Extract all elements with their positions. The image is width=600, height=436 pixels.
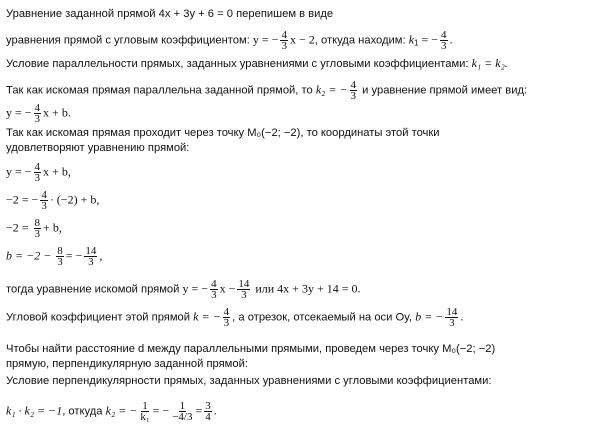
text-line-3: Условие параллельности прямых, заданных уравнениями с угловыми коэффициентами: <box>6 58 472 70</box>
fraction-k1: $\frac{4}{3}$ <box>441 29 447 52</box>
text-line-6: Так как искомая прямая проходит через точку M₀(−2; −2), то координаты этой точки <box>6 127 440 139</box>
fraction-line-5: $\frac{4}{3}$ <box>34 102 41 125</box>
line-5: y = − $\frac{4}{3}$ x + b. <box>6 102 71 125</box>
line-4 <box>6 80 527 101</box>
text-line-15: прямую, перпендикулярную заданной прямой: <box>6 358 248 370</box>
line-8: y = − $\frac{4}{3}$ x + b, <box>6 161 71 184</box>
fraction-line-13a: $\frac{4}{3}$ <box>223 306 230 329</box>
text-line-2a: уравнения прямой с угловым коэффициентом: <box>6 34 253 47</box>
fraction-line-9: $\frac{4}{3}$ <box>41 189 47 212</box>
line-2: уравнения прямой с угловым коэффициентом: y = − $\frac{4}{3}$ x − 2, откуда находим: $k_1$ = − $\frac{4}{3}$ . <box>6 29 453 52</box>
line-10: −2 = $\frac{8}{3}$ + b, <box>6 217 62 240</box>
equation-y-lhs: y = − <box>252 32 279 47</box>
text-line-7: удовлетворяют уравнению прямой: <box>6 142 190 154</box>
fraction-line-12a: $\frac{4}{3}$ <box>211 278 217 301</box>
fraction-line-13b: $\frac{14}{3}$ <box>446 306 458 329</box>
text-line-12a: тогда уравнение искомой прямой <box>6 283 183 296</box>
fraction-line-17b: $\frac{1}{-4/3}$ <box>172 400 193 423</box>
line-7 <box>6 142 189 155</box>
equation-y-rhs: x − 2 <box>289 32 315 47</box>
line-6 <box>6 127 440 140</box>
fraction-k2: $\frac{4}{3}$ <box>350 79 357 102</box>
line-3 <box>6 57 508 71</box>
line-12: тогда уравнение искомой прямой y = − $\frac{4}{3}$ x − $\frac{14}{3}$ или 4x + 3y + 14 = 0. <box>6 278 361 301</box>
line-16 <box>6 375 491 388</box>
fraction-line-11a: $\frac{8}{3}$ <box>57 245 63 268</box>
fraction-line-10: $\frac{8}{3}$ <box>34 217 41 240</box>
perpendicular-condition: k₁ · k₂ = −1 <box>6 403 63 418</box>
parallel-condition: k₁ = k₂. <box>471 56 508 70</box>
text-line-1: Уравнение заданной прямой 4x + 3y + 6 = 0 перепишем в виде <box>6 8 334 20</box>
fraction-line-17a: $\frac{1}{\text{k₁}}$ <box>140 400 150 423</box>
k1-symbol: k <box>408 32 415 47</box>
k2-equation: k₂ = − <box>315 82 348 97</box>
fraction-line-11b: $\frac{14}{3}$ <box>85 245 97 268</box>
fraction-4-3: $\frac{4}{3}$ <box>281 29 287 52</box>
text-line-4a: Так как искомая прямая параллельна заданной прямой, то <box>6 84 316 97</box>
line-15 <box>6 358 248 371</box>
text-line-2b: , откуда находим: <box>314 34 409 47</box>
line-1 <box>6 8 333 21</box>
line-11: b = −2 − $\frac{8}{3}$ = − $\frac{14}{3}$ , <box>6 245 103 268</box>
line-17: k₁ · k₂ = −1, откуда k₂ = − $\frac{1}{\text{k₁}}$ = − $\frac{1}{-4/3}$ = $\frac{3}{4}$ . <box>6 400 217 423</box>
fraction-line-12b: $\frac{14}{3}$ <box>238 278 250 301</box>
line-13: Угловой коэффициент этой прямой k = − $\frac{4}{3}$ , а отрезок, отсекаемый на оси Oy, b = − $\frac{14}{3}$ . <box>6 306 464 329</box>
fraction-line-17c: $\frac{3}{4}$ <box>205 400 211 423</box>
text-line-13a: Угловой коэффициент этой прямой <box>6 311 194 324</box>
fraction-line-8: $\frac{4}{3}$ <box>34 161 41 184</box>
line-14 <box>6 343 495 356</box>
line-9: −2 = − $\frac{4}{3}$ · (−2) + b, <box>6 189 100 212</box>
text-line-4b: и уравнение прямой имеет вид: <box>359 84 528 97</box>
text-line-16: Условие перпендикулярности прямых, заданных уравнениями с угловыми коэффициентами: <box>6 375 492 387</box>
text-line-14: Чтобы найти расстояние d между параллельными прямыми, проведем через точку M₀(−2; −2) <box>6 343 496 355</box>
